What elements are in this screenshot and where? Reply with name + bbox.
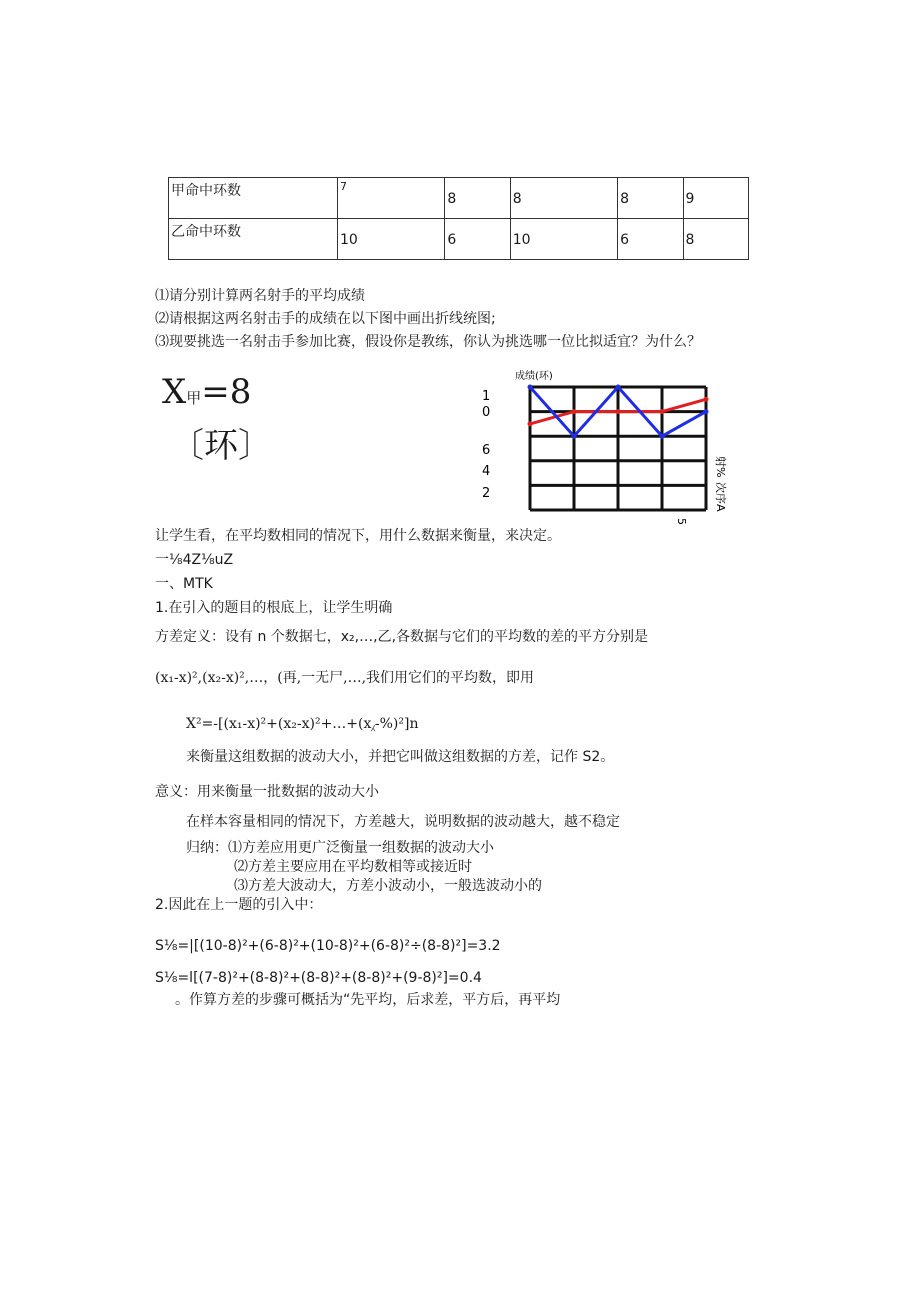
table-row — [169, 178, 749, 219]
line-chart — [470, 360, 740, 530]
table-cell: 6 — [445, 219, 510, 260]
data-point — [528, 385, 533, 390]
table-cell: 8 — [683, 219, 749, 260]
table-cell: 10 — [510, 219, 617, 260]
variance-a: S⅛=l[(7-8)²+(8-8)²+(8-8)²+(8-8)²+(9-8)²]=0.4 — [155, 970, 482, 986]
axis-label-bottom: 次序A — [714, 482, 727, 512]
question-2: ⑵请根据这两名射击手的成绩在以下图中画出折线统图; — [155, 311, 496, 327]
paragraph: 1.在引入的题目的根底上，让学生明确 — [155, 600, 393, 616]
mean-result — [162, 372, 251, 412]
paragraph: 。作算方差的步骤可概括为“先平均，后求差，平方后，再平均 — [175, 992, 561, 1008]
mean-unit: 〔环〕 — [170, 426, 272, 466]
formula-line: (x₁-x)²,(x₂-x)²,…，(再,一无尸,…,我们用它们的平均数，即用 — [155, 670, 535, 686]
data-point — [572, 434, 577, 439]
y-tick-label: 2 — [482, 486, 491, 501]
data-point — [704, 397, 709, 402]
score-table — [168, 177, 749, 260]
data-point — [528, 421, 533, 426]
paragraph: 来衡量这组数据的波动大小，并把它叫做这组数据的方差，记作 S2。 — [186, 749, 615, 765]
y-tick-label: 1 — [482, 389, 491, 404]
summary-1: 归纳：⑴方差应用更广泛衡量一组数据的波动大小 — [186, 840, 494, 856]
question-3: ⑶现要挑选一名射击手参加比赛，假设你是教练，你认为挑选哪一位比拟适宜？为什么？ — [155, 334, 701, 350]
table-row — [169, 219, 749, 260]
chart-ticks — [482, 389, 490, 501]
question-1: ⑴请分别计算两名射手的平均成绩 — [155, 288, 365, 304]
chart-title: 成绩(环) — [515, 371, 553, 382]
table-cell: 10 — [338, 219, 445, 260]
definition: 方差定义：设有 n 个数据七，x₂,…,乙,各数据与它们的平均数的差的平方分别是 — [155, 629, 649, 645]
variance-formula: X²=-[(x₁-x)²+(x₂-x)²+…+(x⁁-%)²]n — [186, 716, 419, 732]
paragraph: 一⅛4Z⅛uZ — [155, 552, 234, 568]
table-cell: 8 — [510, 178, 617, 219]
axis-label-top: 射% — [714, 456, 727, 478]
heading: 一、MTK — [155, 576, 213, 592]
table-cell: 8 — [445, 178, 510, 219]
data-point — [616, 385, 621, 390]
data-point — [660, 409, 665, 414]
table-cell: 8 — [618, 178, 683, 219]
table-cell: 9 — [683, 178, 749, 219]
table-cell: 6 — [618, 219, 683, 260]
paragraph: 在样本容量相同的情况下，方差越大，说明数据的波动越大，越不稳定 — [186, 814, 620, 830]
mean-symbol: X — [162, 372, 187, 412]
paragraph: 2.因此在上一题的引入中： — [155, 897, 323, 913]
mean-subscript: 甲 — [186, 389, 202, 407]
row-label: 甲命中环数 — [169, 178, 338, 219]
x-tick-last: 5 — [675, 518, 688, 525]
variance-b: S⅛=|[(10-8)²+(6-8)²+(10-8)²+(6-8)²÷(8-8)²]=3.2 — [155, 938, 501, 954]
summary-3: ⑶方差大波动大，方差小波动小，一般选波动小的 — [234, 878, 542, 894]
table-cell: 7 — [338, 178, 445, 219]
data-point — [704, 409, 709, 414]
summary-2: ⑵方差主要应用在平均数相等或接近时 — [234, 859, 472, 875]
row-label: 乙命中环数 — [169, 219, 338, 260]
y-tick-label: 0 — [482, 405, 491, 420]
data-point — [572, 409, 577, 414]
paragraph: 让学生看，在平均数相同的情况下，用什么数据来衡量，来决定。 — [155, 528, 561, 544]
mean-value: =8 — [201, 372, 252, 412]
data-point — [616, 409, 621, 414]
y-tick-label: 4 — [482, 464, 491, 479]
y-tick-label: 6 — [482, 443, 491, 458]
meaning: 意义：用来衡量一批数据的波动大小 — [155, 784, 379, 800]
data-point — [660, 434, 665, 439]
